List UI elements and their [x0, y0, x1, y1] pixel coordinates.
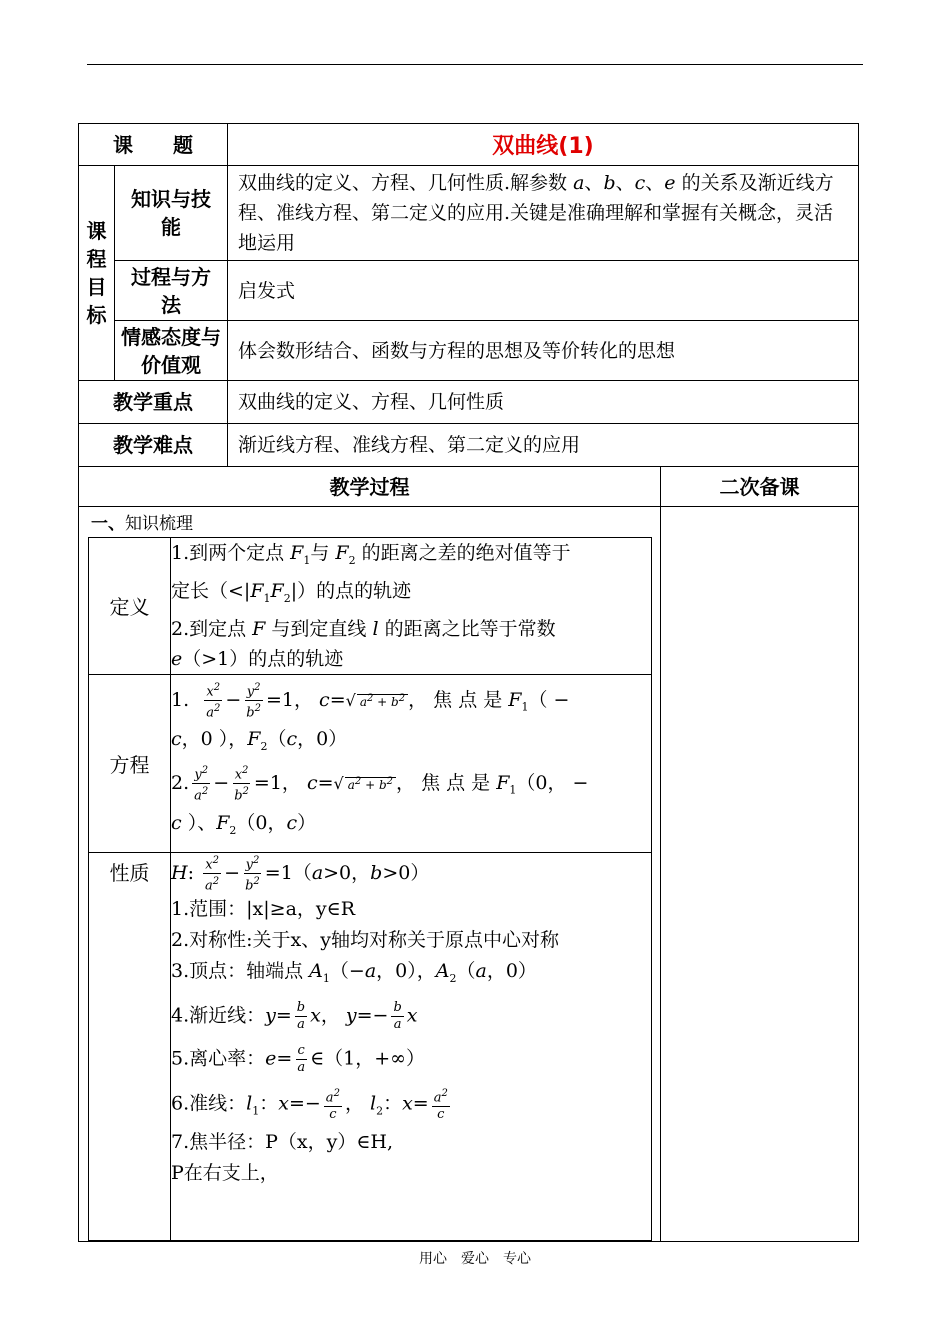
key-points-label: 教学重点 — [79, 381, 228, 424]
property-range: 1.范围：|x|≥a，y∈R — [171, 898, 355, 921]
second-prep-header: 二次备课 — [661, 467, 859, 507]
key-points-text: 双曲线的定义、方程、几何性质 — [228, 381, 859, 424]
objectives-label: 课 程 目 标 — [79, 166, 115, 381]
process-text: 启发式 — [228, 261, 859, 321]
definition-cell: 1.到两个定点 $F_1$与 $F_2$ 的距离之差的绝对值等于 定长$(<|F_1F_2|)$的点的轨迹 2.到定点 F 与到定直线 l 的距离之比等于常数 e（>1）的点的轨迹 — [171, 538, 652, 675]
properties-cell: H: $\frac{x^2}{a^2}$ − $\frac{y^2}{b^2}$ =1（a>0，b>0） 1.范围：|x|≥a，y∈R 2.对称性:关于x、y轴均对称关于原点中心对称 3.顶点：轴端点 $A_1(-a$，0），$A_2(a$，0） 4.渐近线：y= $\frac{b}{a}$ x， y=− $\frac{b}{a}$ x 5.离心率：e= $\frac{c}{a}$ ∈（1，+∞） 6.准线：$l_1$：x=− $\frac{a^2}{c}$ ， $l_2$：x= $\frac{a^2}{c}$ 7.焦半径：P（x，y）∈H, P在右支上， — [171, 852, 652, 1240]
equation-term: 方程 — [89, 674, 171, 852]
attitude-text: 体会数形结合、函数与方程的思想及等价转化的思想 — [228, 321, 859, 381]
header-rule — [87, 64, 863, 65]
definition-term: 定义 — [89, 538, 171, 675]
properties-term: 性质 — [89, 852, 171, 1240]
lesson-title: 双曲线(1) — [228, 124, 859, 166]
property-symmetry: 2.对称性:关于x、y轴均对称关于原点中心对称 — [171, 929, 559, 952]
knowledge-table — [88, 537, 652, 1241]
knowledge-label: 知识与技能 — [115, 166, 228, 261]
process-content — [79, 507, 661, 1242]
page-footer: 用心 爱心 专心 — [419, 1251, 531, 1267]
difficulties-text: 渐近线方程、准线方程、第二定义的应用 — [228, 424, 859, 467]
lesson-plan-table — [78, 123, 859, 1242]
knowledge-text — [228, 166, 859, 261]
section-heading: 一、知识梳理 — [91, 514, 193, 534]
subject-label: 课 题 — [79, 124, 228, 166]
process-label: 过程与方法 — [115, 261, 228, 321]
second-prep-column — [661, 507, 859, 1242]
knowledge-text-content: 双曲线的定义、方程、几何性质.解参数 a、b、c、e 的关系及渐近线方程、准线方程、第二定义的应用.关键是准确理解和掌握有关概念，灵活地运用 — [238, 172, 834, 254]
attitude-label: 情感态度与价值观 — [115, 321, 228, 381]
property-right-branch: P在右支上， — [171, 1161, 279, 1184]
equation-cell: 1. $\frac{x^2}{a^2}$ − $\frac{y^2}{b^2}$ =1， c=√ $a^2 + b^2$ ， 焦 点 是 $F_1$（ − c，0 ），$F_2(c$，0） 2. $\frac{y^2}{a^2}$ − $\frac{x^2}{b^2}$ =1， c=√ $a^2 + b^2$ ， 焦 点 是 $F_1(0$， − c ）、$F_2(0$，c） — [171, 674, 652, 852]
process-header: 教学过程 — [79, 467, 661, 507]
property-focal-radius: 7.焦半径：P（x，y）∈H, — [171, 1130, 394, 1153]
difficulties-label: 教学难点 — [79, 424, 228, 467]
